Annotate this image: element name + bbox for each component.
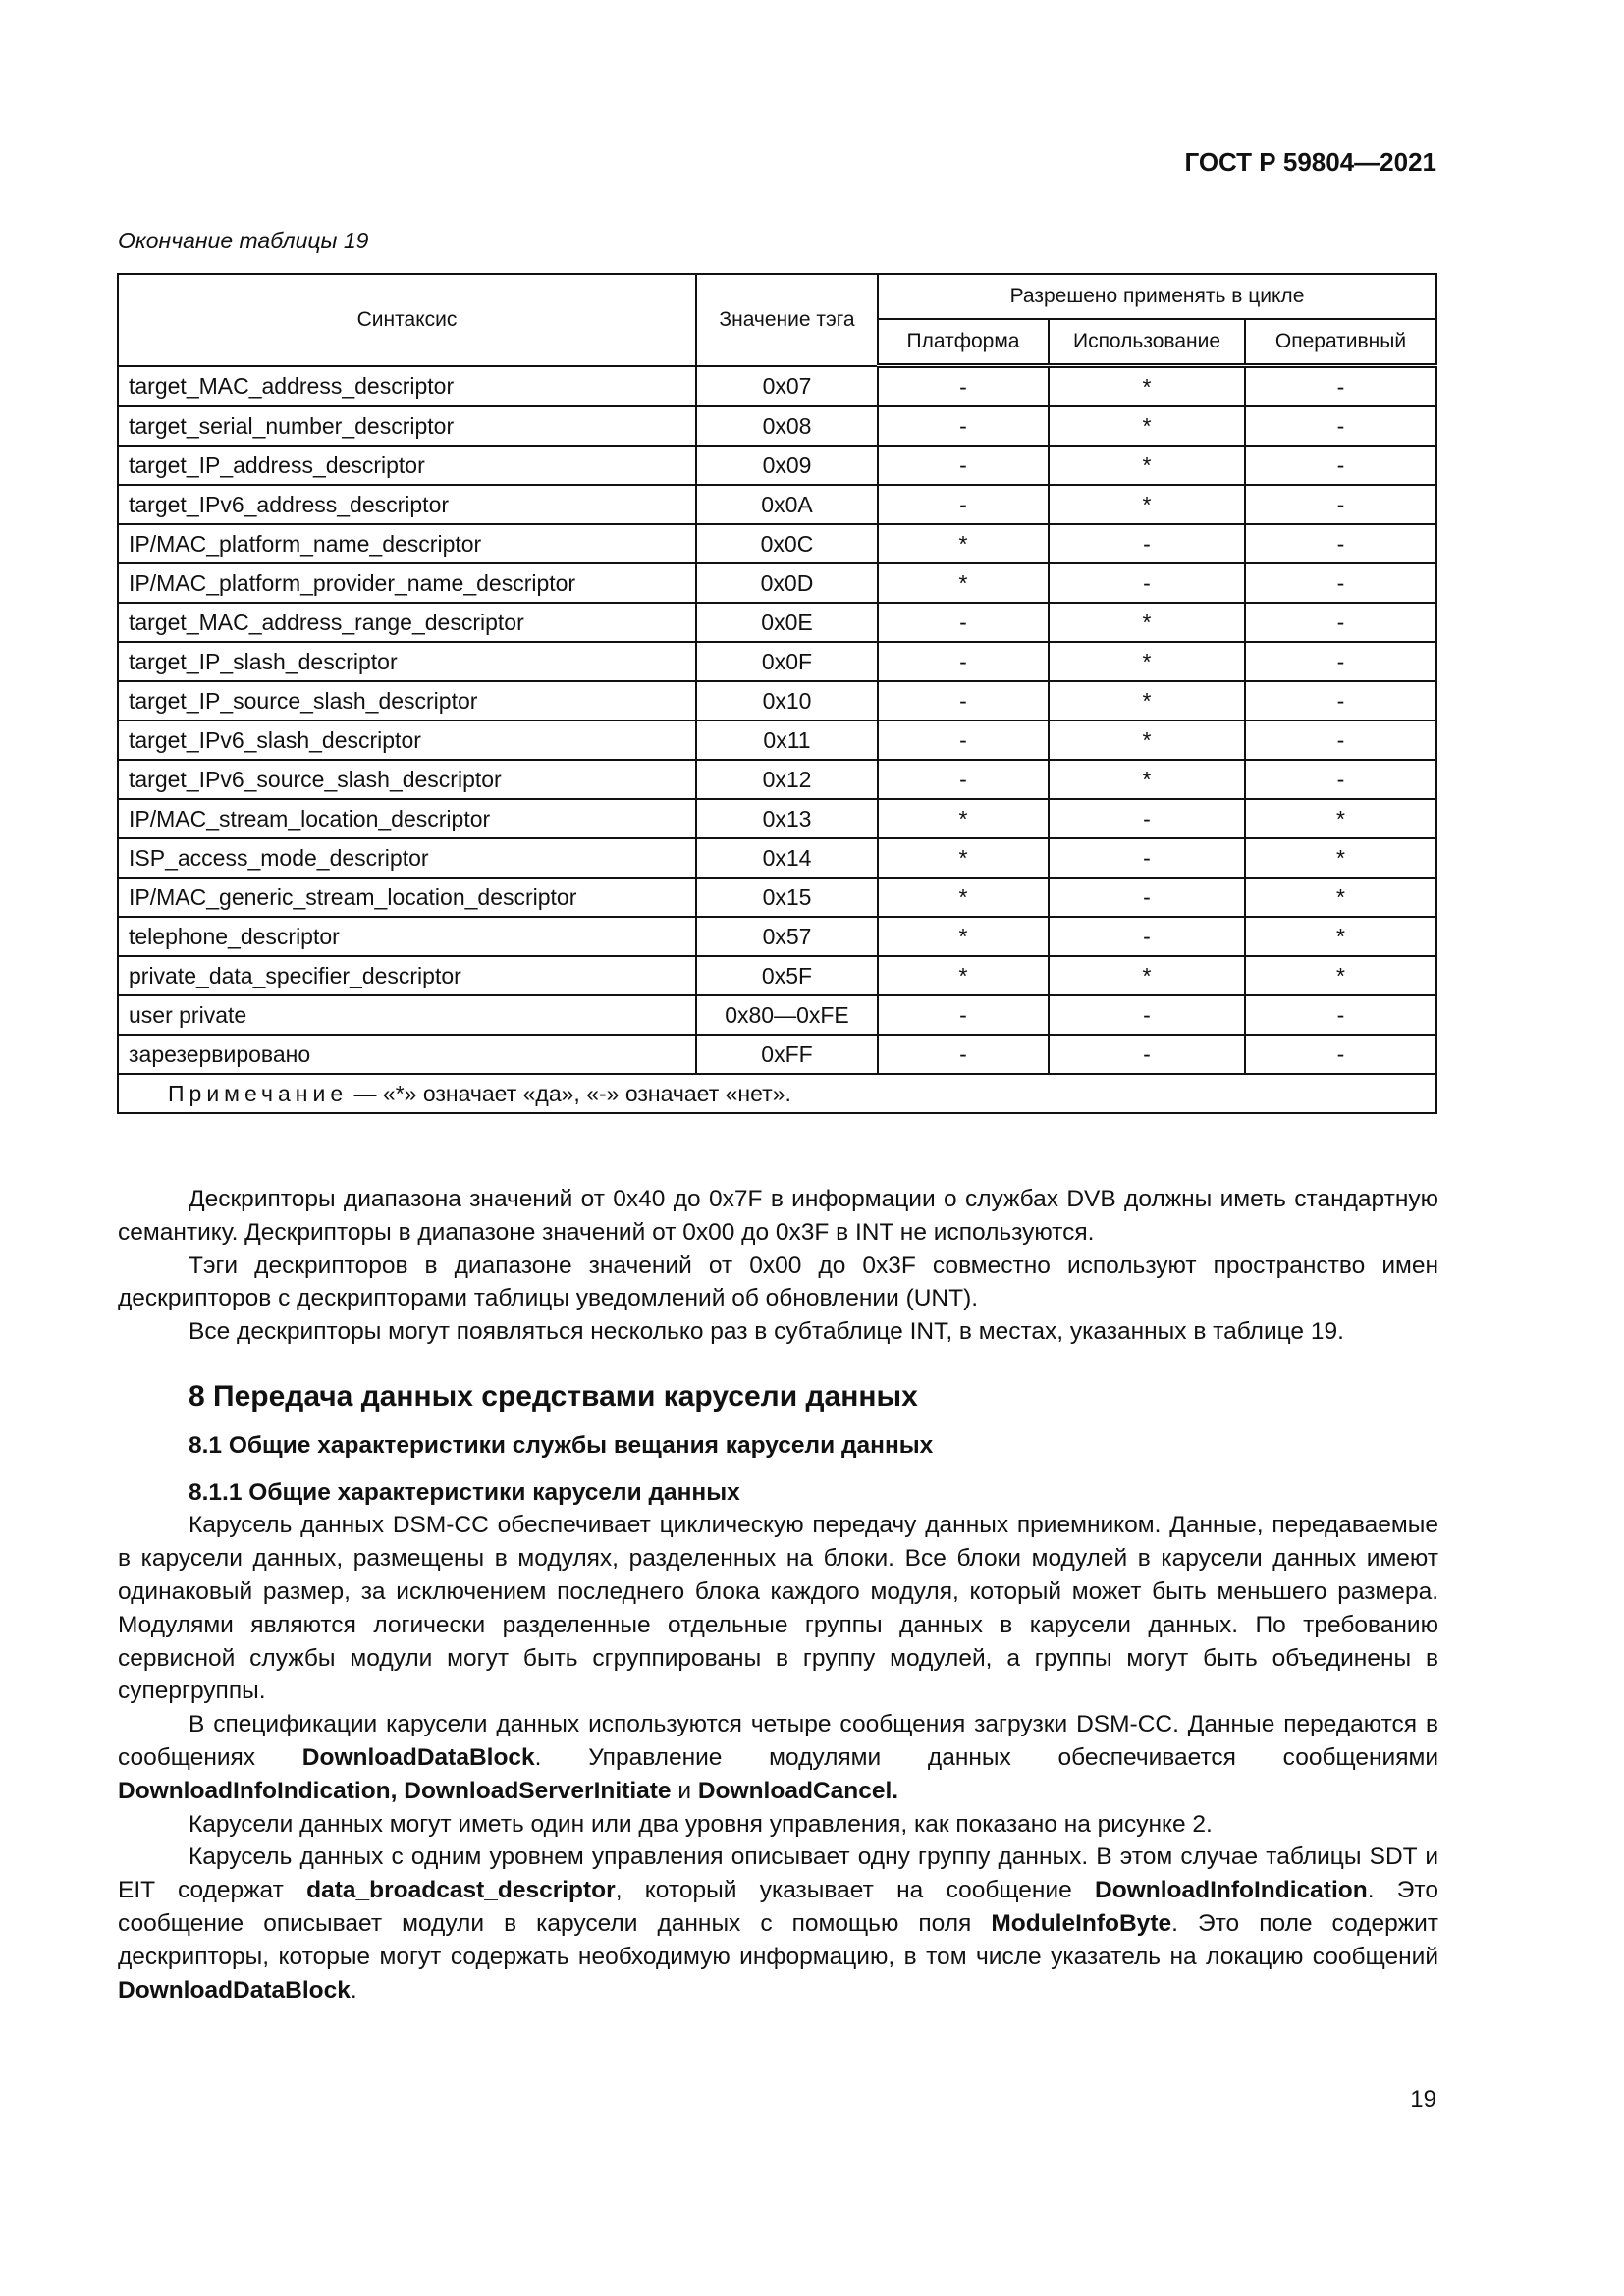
cell-syntax: target_IP_source_slash_descriptor <box>118 681 696 721</box>
cell-syntax: target_IPv6_slash_descriptor <box>118 721 696 760</box>
cell-syntax: private_data_specifier_descriptor <box>118 956 696 995</box>
cell-tag: 0x0F <box>696 642 878 681</box>
cell-platform: * <box>878 563 1049 603</box>
cell-tag: 0x07 <box>696 366 878 407</box>
cell-platform: - <box>878 485 1049 524</box>
cell-usage: - <box>1049 838 1245 878</box>
cell-platform: - <box>878 760 1049 799</box>
table-row <box>118 838 1436 878</box>
table-row <box>118 721 1436 760</box>
cell-tag: 0x14 <box>696 838 878 878</box>
paragraph: Дескрипторы диапазона значений от 0x40 до 0x7F в информации о службах DVB должны иметь стандартную семантику. Дескрипторы в диапазоне значений от 0x00 до 0x3F в INT не используются. <box>118 1186 1438 1246</box>
cell-tag: 0x11 <box>696 721 878 760</box>
cell-tag: 0x13 <box>696 799 878 838</box>
cell-syntax: IP/MAC_platform_name_descriptor <box>118 524 696 563</box>
cell-usage: * <box>1049 485 1245 524</box>
cell-platform: - <box>878 681 1049 721</box>
cell-usage: * <box>1049 721 1245 760</box>
cell-operational: - <box>1245 603 1436 642</box>
paragraph: Тэги дескрипторов в диапазоне значений от 0x00 до 0x3F совместно используют пространство имен дескрипторов с дескрипторами таблицы уведомлений об обновлении (UNT). <box>118 1252 1438 1312</box>
note-text: — «*» означает «да», «-» означает «нет». <box>348 1080 791 1106</box>
cell-operational: * <box>1245 878 1436 917</box>
cell-usage: * <box>1049 366 1245 407</box>
paragraph: Карусель данных с одним уровнем управления описывает одну группу данных. В этом случае таблицы SDT и EIT содержат data_broadcast_descriptor, который указывает на сообщение DownloadInfoIndication. Это сообщение описывает модули в карусели данных с помощью поля ModuleInfoByte. Это поле содержит дескрипторы, которые могут содержать необходимую информацию, в том числе указатель на локацию сообщений DownloadDataBlock. <box>118 1843 1438 2003</box>
cell-operational: - <box>1245 563 1436 603</box>
cell-operational: - <box>1245 485 1436 524</box>
cell-usage: - <box>1049 878 1245 917</box>
table-row <box>118 760 1436 799</box>
cell-tag: 0x80—0xFE <box>696 995 878 1035</box>
cell-syntax: telephone_descriptor <box>118 917 696 956</box>
cell-syntax: target_IP_slash_descriptor <box>118 642 696 681</box>
cell-platform: * <box>878 799 1049 838</box>
cell-usage: - <box>1049 799 1245 838</box>
table-row <box>118 681 1436 721</box>
descriptor-table <box>117 273 1437 1114</box>
cell-usage: - <box>1049 563 1245 603</box>
table-row <box>118 642 1436 681</box>
cell-tag: 0x12 <box>696 760 878 799</box>
cell-tag: 0x57 <box>696 917 878 956</box>
col-platform: Платформа <box>878 319 1049 366</box>
table-row <box>118 406 1436 446</box>
cell-usage: - <box>1049 1035 1245 1074</box>
cell-platform: * <box>878 838 1049 878</box>
cell-usage: * <box>1049 446 1245 485</box>
table-row <box>118 603 1436 642</box>
cell-operational: - <box>1245 524 1436 563</box>
cell-syntax: target_serial_number_descriptor <box>118 406 696 446</box>
cell-syntax: IP/MAC_stream_location_descriptor <box>118 799 696 838</box>
subsection-heading: 8.1 Общие характеристики службы вещания карусели данных <box>189 1431 934 1459</box>
cell-tag: 0x09 <box>696 446 878 485</box>
cell-operational: * <box>1245 956 1436 995</box>
table-row <box>118 917 1436 956</box>
cell-tag: 0x0E <box>696 603 878 642</box>
cell-tag: 0x0C <box>696 524 878 563</box>
document-header: ГОСТ Р 59804—2021 <box>1184 147 1436 177</box>
cell-platform: - <box>878 995 1049 1035</box>
cell-usage: - <box>1049 917 1245 956</box>
cell-tag: 0x10 <box>696 681 878 721</box>
cell-platform: * <box>878 917 1049 956</box>
cell-tag: 0xFF <box>696 1035 878 1074</box>
paragraph: Все дескрипторы могут появляться несколько раз в субтаблице INT, в местах, указанных в таблице 19. <box>189 1318 1344 1346</box>
cell-operational: - <box>1245 995 1436 1035</box>
col-operational: Оперативный <box>1245 319 1436 366</box>
cell-usage: * <box>1049 603 1245 642</box>
cell-syntax: IP/MAC_generic_stream_location_descriptor <box>118 878 696 917</box>
table-row <box>118 1035 1436 1074</box>
cell-usage: - <box>1049 995 1245 1035</box>
cell-usage: * <box>1049 406 1245 446</box>
cell-platform: * <box>878 956 1049 995</box>
cell-operational: - <box>1245 760 1436 799</box>
cell-tag: 0x08 <box>696 406 878 446</box>
cell-usage: * <box>1049 681 1245 721</box>
cell-platform: - <box>878 603 1049 642</box>
section-heading: 8 Передача данных средствами карусели данных <box>189 1379 918 1413</box>
cell-platform: * <box>878 878 1049 917</box>
cell-platform: - <box>878 642 1049 681</box>
cell-syntax: target_IPv6_address_descriptor <box>118 485 696 524</box>
cell-usage: * <box>1049 956 1245 995</box>
page-number: 19 <box>1410 2086 1436 2112</box>
cell-operational: - <box>1245 406 1436 446</box>
cell-tag: 0x0D <box>696 563 878 603</box>
cell-platform: - <box>878 406 1049 446</box>
cell-usage: - <box>1049 524 1245 563</box>
table-row <box>118 995 1436 1035</box>
table-row <box>118 524 1436 563</box>
subsubsection-heading: 8.1.1 Общие характеристики карусели данных <box>189 1478 740 1506</box>
cell-platform: - <box>878 366 1049 407</box>
cell-syntax: target_MAC_address_descriptor <box>118 366 696 407</box>
cell-operational: - <box>1245 681 1436 721</box>
cell-platform: - <box>878 721 1049 760</box>
cell-tag: 0x5F <box>696 956 878 995</box>
cell-operational: * <box>1245 917 1436 956</box>
col-tag: Значение тэга <box>696 274 878 366</box>
cell-syntax: target_IP_address_descriptor <box>118 446 696 485</box>
table-row <box>118 799 1436 838</box>
table-row <box>118 366 1436 407</box>
cell-operational: * <box>1245 838 1436 878</box>
cell-operational: - <box>1245 642 1436 681</box>
cell-tag: 0x15 <box>696 878 878 917</box>
cell-syntax: ISP_access_mode_descriptor <box>118 838 696 878</box>
cell-operational: - <box>1245 446 1436 485</box>
table-note <box>118 1074 1436 1113</box>
paragraph: В спецификации карусели данных используются четыре сообщения загрузки DSM-CC. Данные передаются в сообщениях DownloadDataBlock. Управление модулями данных обеспечивается сообщениями DownloadInfoIndication, DownloadServerInitiate и DownloadCancel. <box>118 1711 1439 1804</box>
table-caption: Окончание таблицы 19 <box>118 228 369 253</box>
paragraph: Карусели данных могут иметь один или два уровня управления, как показано на рисунке 2. <box>189 1810 1213 1838</box>
cell-syntax: IP/MAC_platform_provider_name_descriptor <box>118 563 696 603</box>
col-usage: Использование <box>1049 319 1245 366</box>
cell-platform: - <box>878 1035 1049 1074</box>
cell-syntax: зарезервировано <box>118 1035 696 1074</box>
table-row <box>118 956 1436 995</box>
cell-usage: * <box>1049 760 1245 799</box>
col-group: Разрешено применять в цикле <box>878 274 1436 319</box>
cell-syntax: target_MAC_address_range_descriptor <box>118 603 696 642</box>
cell-tag: 0x0A <box>696 485 878 524</box>
table-row <box>118 485 1436 524</box>
cell-platform: * <box>878 524 1049 563</box>
cell-usage: * <box>1049 642 1245 681</box>
cell-platform: - <box>878 446 1049 485</box>
note-label: Примечание <box>168 1080 349 1106</box>
cell-syntax: user private <box>118 995 696 1035</box>
body-text <box>118 1183 1438 2006</box>
table-row <box>118 878 1436 917</box>
cell-operational: * <box>1245 799 1436 838</box>
table-row <box>118 563 1436 603</box>
col-syntax: Синтаксис <box>118 274 696 366</box>
cell-operational: - <box>1245 366 1436 407</box>
table-row <box>118 446 1436 485</box>
cell-syntax: target_IPv6_source_slash_descriptor <box>118 760 696 799</box>
paragraph: Карусель данных DSM-CC обеспечивает циклическую передачу данных приемником. Данные, передаваемые в карусели данных, размещены в модулях, разделенных на блоки. Все блоки модулей в карусели данных имеют одинаковый размер, за исключением последнего блока каждого модуля, который может быть меньшего размера. Модулями являются логически разделенные отдельные группы данных в карусели данных. По требованию сервисной службы модули могут быть сгруппированы в группу модулей, а группы могут быть объединены в супергруппы. <box>118 1512 1438 1705</box>
cell-operational: - <box>1245 1035 1436 1074</box>
cell-operational: - <box>1245 721 1436 760</box>
